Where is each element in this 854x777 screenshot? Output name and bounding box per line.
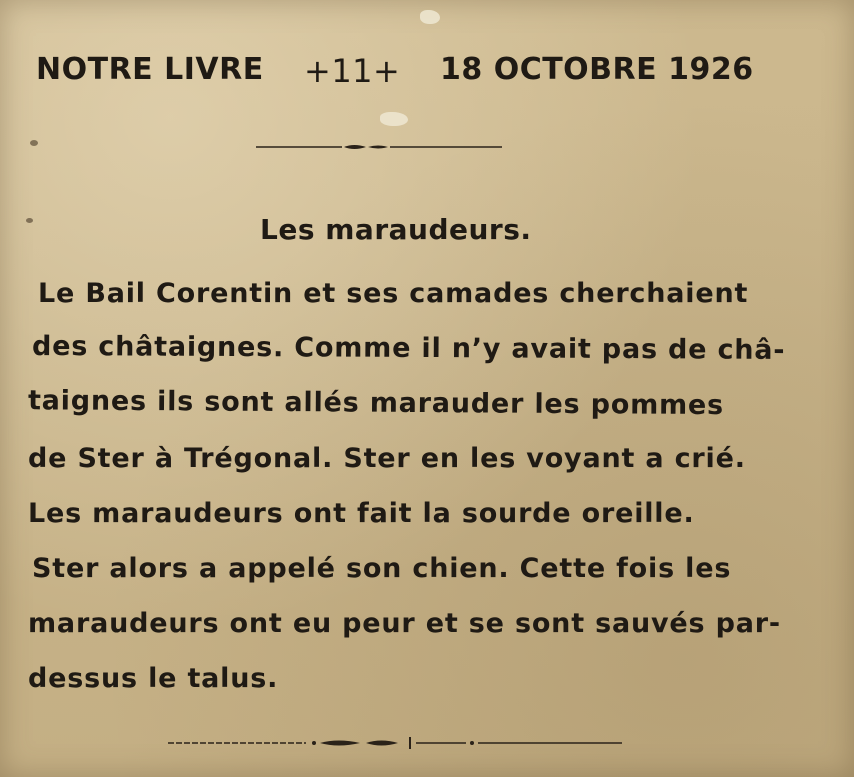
paper-tear-mark	[420, 10, 440, 24]
story-line: taignes ils sont allés marauder les pommes	[27, 385, 725, 422]
story-line: des châtaignes. Comme il n’y avait pas de châ-	[31, 330, 786, 366]
story-line: maraudeurs ont eu peur et se sont sauvés par-	[28, 608, 781, 639]
ornament-rule-icon	[254, 142, 504, 152]
story-line: Les maraudeurs ont fait la sourde oreille.	[28, 498, 695, 529]
paper-speck	[26, 218, 33, 223]
page-header	[36, 52, 756, 102]
issue-date: 18 OCTOBRE 1926	[440, 52, 754, 87]
story-title: Les maraudeurs.	[260, 213, 532, 246]
top-ornament-divider	[254, 142, 504, 152]
story-line: Ster alors a appelé son chien. Cette fois les	[32, 553, 732, 584]
ornament-rule-icon	[166, 736, 626, 750]
story-line: de Ster à Trégonal. Ster en les voyant a crié.	[28, 443, 746, 474]
paper-tear-mark	[380, 112, 408, 126]
story-line: dessus le talus.	[28, 663, 279, 694]
publication-title: NOTRE LIVRE	[36, 52, 264, 87]
story-line: Le Bail Corentin et ses camades cherchaient	[38, 278, 749, 309]
story-body	[28, 266, 818, 706]
paper-speck	[30, 140, 38, 146]
bottom-ornament-divider	[166, 736, 626, 746]
issue-number: +11+	[304, 52, 401, 90]
